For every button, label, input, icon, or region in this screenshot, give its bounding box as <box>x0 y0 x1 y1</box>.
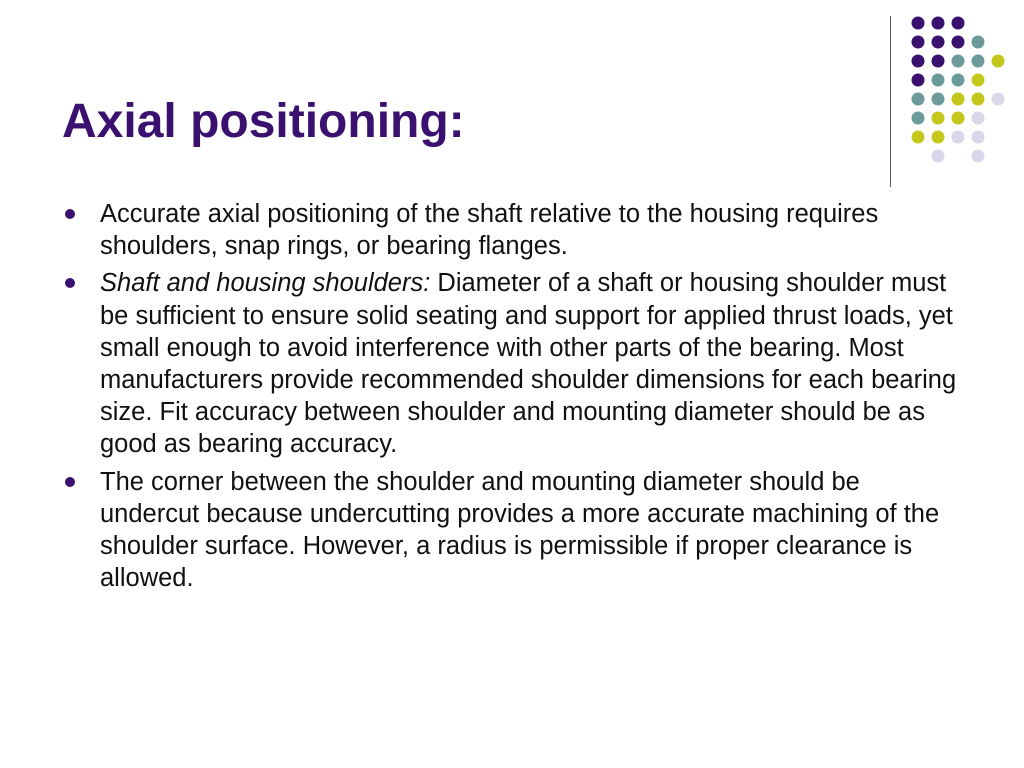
slide-title: Axial positioning: <box>62 95 465 148</box>
decorative-dot <box>972 150 985 163</box>
decorative-dot <box>992 93 1005 106</box>
decorative-dot <box>952 36 965 49</box>
bullet-body-text: The corner between the shoulder and mounting diameter should be undercut because undercutting provides a more accurate machining of the shoulder surface. However, a radius is permissible if proper clearance is allowed. <box>100 467 940 593</box>
decorative-dot <box>912 36 925 49</box>
bullet-marker <box>65 278 75 288</box>
bullet-item-undercut <box>62 466 962 595</box>
bullet-list <box>62 198 962 599</box>
bullet-body-text: Diameter of a shaft or housing shoulder must be sufficient to ensure solid seating and support for applied thrust loads, yet small enough to avoid interference with other parts of the bearing. Most manufacturers provide recommended shoulder dimensions for each bearing size. Fit accuracy between shoulder and mounting diameter should be as good as bearing accuracy. <box>100 269 957 459</box>
decorative-dot <box>912 55 925 68</box>
bullet-body-text: Accurate axial positioning of the shaft relative to the housing requires shoulders, snap rings, or bearing flanges. <box>100 200 879 261</box>
decorative-dot <box>912 112 925 125</box>
decorative-dot <box>912 74 925 87</box>
decorative-dot <box>992 55 1005 68</box>
decorative-dot <box>952 55 965 68</box>
decorative-dot <box>912 131 925 144</box>
decorative-dot <box>972 131 985 144</box>
decorative-dot <box>952 93 965 106</box>
decorative-dot <box>972 112 985 125</box>
decorative-dot <box>912 93 925 106</box>
decorative-dot <box>952 112 965 125</box>
decorative-dot <box>932 55 945 68</box>
decorative-dot <box>932 36 945 49</box>
bullet-marker <box>65 477 75 487</box>
decorative-dot <box>932 131 945 144</box>
decorative-dot <box>932 74 945 87</box>
bullet-item-positioning <box>62 198 962 262</box>
bullet-item-shoulders <box>62 267 962 460</box>
decorative-dot <box>972 93 985 106</box>
decorative-dot <box>932 17 945 30</box>
decorative-dot <box>912 17 925 30</box>
bullet-lead-text: Shaft and housing shoulders: <box>100 269 431 298</box>
decorative-dot <box>972 55 985 68</box>
decorative-dot <box>932 112 945 125</box>
decorative-dot <box>972 36 985 49</box>
decorative-dot <box>972 74 985 87</box>
decorative-dot <box>932 93 945 106</box>
decorative-dot <box>932 150 945 163</box>
decorative-dot <box>952 131 965 144</box>
decorative-dot <box>952 74 965 87</box>
decorative-dot <box>952 17 965 30</box>
bullet-marker <box>65 209 75 219</box>
decorative-dot-grid <box>0 0 1024 200</box>
